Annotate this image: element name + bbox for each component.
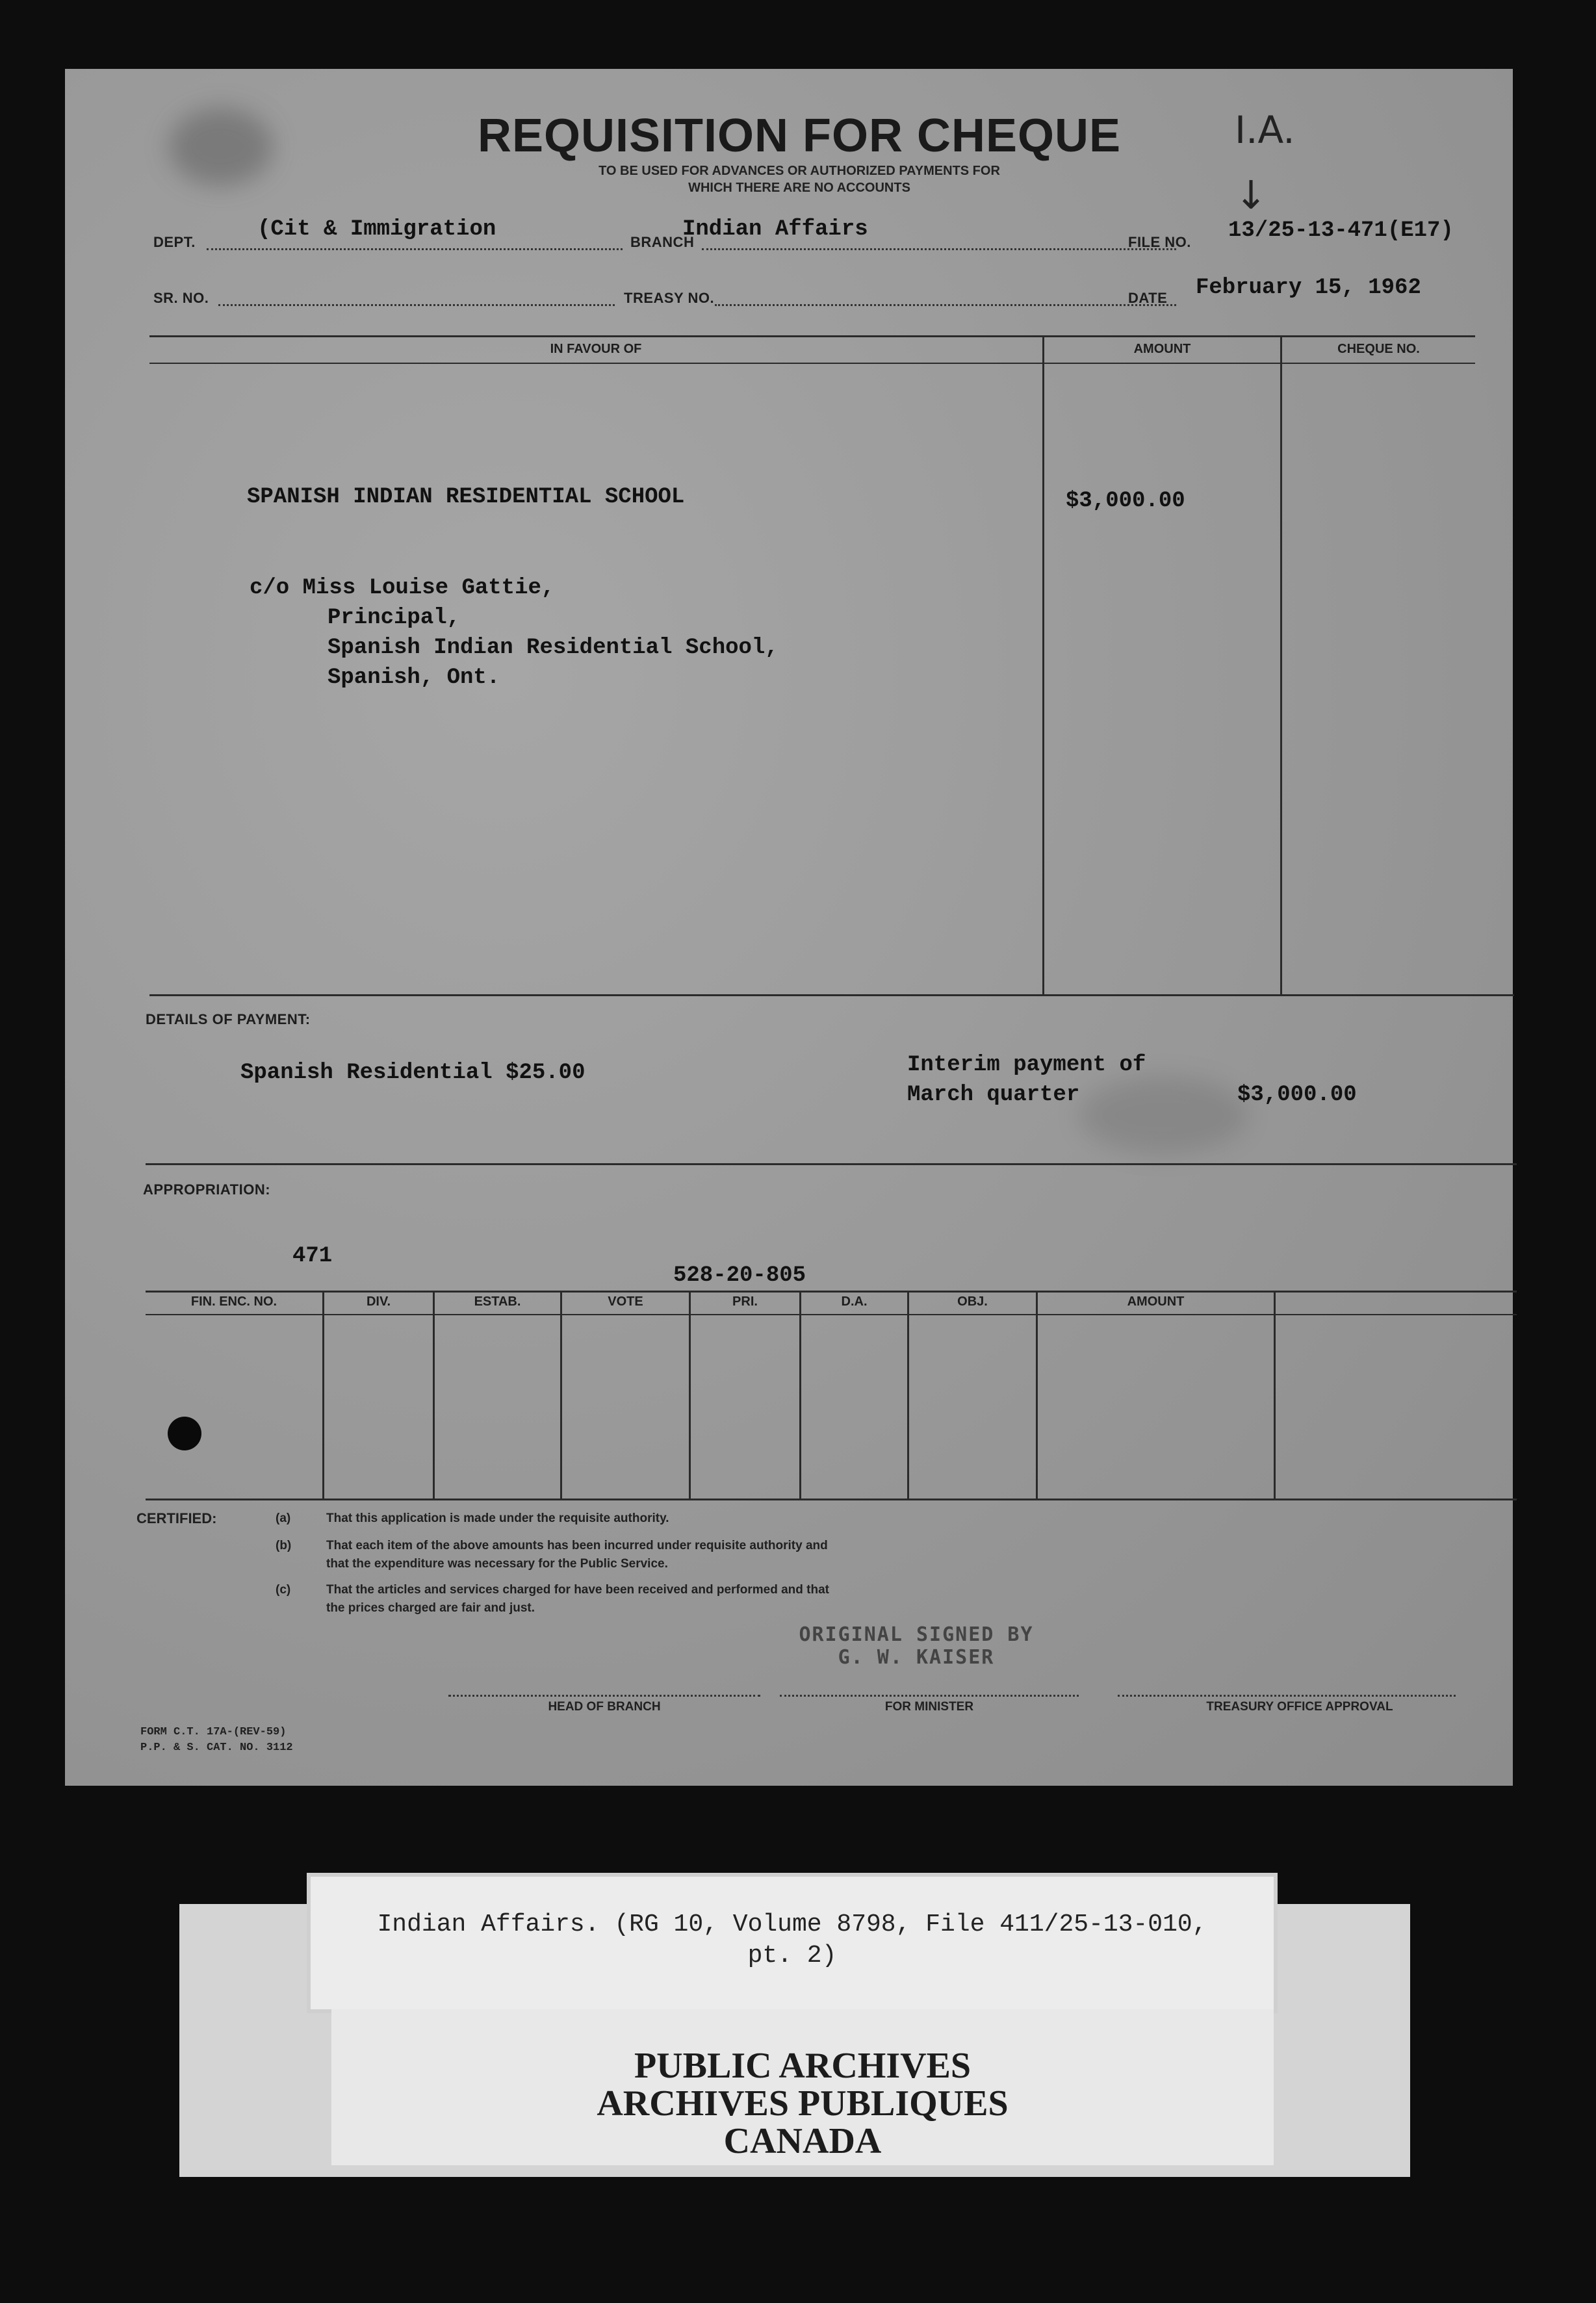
appropriation-col-divider (799, 1291, 801, 1499)
file-no-label: FILE NO. (1128, 234, 1191, 250)
ink-smudge (1079, 1076, 1248, 1154)
table-bottom-rule (149, 994, 1514, 996)
appropriation-col-divider (689, 1291, 691, 1499)
treasury-approval-label: TREASURY OFFICE APPROVAL (1206, 1700, 1393, 1714)
appropriation-table-top (146, 1291, 1517, 1293)
address-line: Spanish Indian Residential School, (328, 636, 779, 660)
archive-reference-line: pt. 2) (747, 1942, 837, 1970)
stamp-line: ORIGINAL SIGNED BY (799, 1623, 1034, 1646)
amount-header: AMOUNT (1133, 342, 1191, 356)
interim-line: Interim payment of (907, 1053, 1146, 1077)
certified-text: the prices charged are fair and just. (326, 1601, 535, 1615)
certified-text: That each item of the above amounts has been incurred under requisite authority and (326, 1539, 828, 1552)
dept-value: (Cit & Immigration (257, 217, 496, 242)
estab-header: ESTAB. (474, 1294, 521, 1309)
handwritten-arrow-icon: ↓ (1235, 173, 1268, 218)
cheque-no-header: CHEQUE NO. (1337, 342, 1420, 356)
ink-smudge (169, 108, 273, 186)
punch-hole (168, 1417, 201, 1450)
archive-name-line: ARCHIVES PUBLIQUES (597, 2083, 1009, 2124)
div-header: DIV. (366, 1294, 391, 1309)
payee-amount: $3,000.00 (1066, 489, 1185, 513)
date-label: DATE (1128, 290, 1168, 306)
sr-no-label: SR. NO. (153, 290, 209, 306)
cheque-column-divider (1280, 335, 1282, 996)
appropriation-col-divider (433, 1291, 435, 1499)
dept-label: DEPT. (153, 234, 196, 250)
treasy-no-label: TREASY NO. (624, 290, 715, 306)
appropriation-col-divider (322, 1291, 324, 1499)
certified-text: That the articles and services charged for have been received and performed and that (326, 1583, 829, 1597)
details-of-payment-label: DETAILS OF PAYMENT: (146, 1011, 311, 1027)
appropriation-code: 528-20-805 (673, 1263, 806, 1288)
requisition-document (65, 69, 1513, 1786)
certified-key: (b) (276, 1539, 292, 1552)
form-id-line: FORM C.T. 17A-(REV-59) (140, 1726, 287, 1738)
certified-key: (a) (276, 1512, 291, 1525)
signature-stamp (793, 1623, 1040, 1669)
handwritten-initials: I.A. (1235, 108, 1295, 152)
head-of-branch-line (448, 1695, 760, 1697)
certified-label: CERTIFIED: (136, 1510, 217, 1526)
details-bottom-rule (146, 1163, 1517, 1165)
table-header-rule (149, 363, 1475, 364)
amount-column-divider (1042, 335, 1044, 996)
payee-name: SPANISH INDIAN RESIDENTIAL SCHOOL (247, 485, 685, 509)
interim-amount: $3,000.00 (1237, 1083, 1357, 1107)
branch-value: Indian Affairs (682, 217, 868, 242)
archive-reference-label (311, 1877, 1274, 2009)
archive-stamp (331, 2009, 1274, 2165)
stamp-line: G. W. KAISER (838, 1646, 995, 1669)
subtitle-line: WHICH THERE ARE NO ACCOUNTS (688, 181, 910, 195)
archive-name-line: CANADA (723, 2121, 882, 2161)
appropriation-table-bottom (146, 1499, 1517, 1500)
treasy-no-field-line (715, 304, 1176, 306)
in-favour-of-header: IN FAVOUR OF (550, 342, 642, 356)
certified-text: that the expenditure was necessary for the Public Service. (326, 1557, 668, 1571)
archive-name-line: PUBLIC ARCHIVES (634, 2046, 972, 2086)
appropriation-code: 471 (292, 1244, 333, 1268)
address-line: Spanish, Ont. (328, 665, 500, 690)
certified-text: That this application is made under the requisite authority. (326, 1512, 669, 1525)
for-minister-line (780, 1695, 1079, 1697)
branch-label: BRANCH (630, 234, 695, 250)
appropriation-col-divider (560, 1291, 562, 1499)
appropriation-label: APPROPRIATION: (143, 1181, 271, 1198)
form-title: REQUISITION FOR CHEQUE (477, 110, 1122, 162)
archive-reference-line: Indian Affairs. (RG 10, Volume 8798, File 411/25-13-010, (377, 1911, 1207, 1938)
form-identifier (140, 1725, 293, 1756)
dept-field-line (207, 248, 623, 250)
treasury-approval-line (1118, 1695, 1456, 1697)
table-top-rule (149, 335, 1475, 337)
certified-key: (c) (276, 1583, 291, 1597)
fin-enc-no-header: FIN. ENC. NO. (190, 1294, 277, 1309)
appropriation-col-divider (1036, 1291, 1038, 1499)
sr-no-field-line (218, 304, 615, 306)
interim-line: March quarter (907, 1083, 1080, 1107)
for-minister-label: FOR MINISTER (884, 1700, 974, 1714)
amount-column-header: AMOUNT (1127, 1294, 1185, 1309)
details-line: Spanish Residential $25.00 (240, 1061, 586, 1085)
address-line: Principal, (328, 606, 461, 630)
address-line: c/o Miss Louise Gattie, (250, 576, 555, 600)
form-subtitle (455, 162, 1144, 196)
da-header: D.A. (841, 1294, 868, 1309)
date-value: February 15, 1962 (1196, 276, 1421, 300)
appropriation-col-divider (907, 1291, 909, 1499)
pri-header: PRI. (732, 1294, 758, 1309)
form-id-line: P.P. & S. CAT. NO. 3112 (140, 1742, 293, 1754)
obj-header: OBJ. (957, 1294, 988, 1309)
subtitle-line: TO BE USED FOR ADVANCES OR AUTHORIZED PAYMENTS FOR (598, 164, 1000, 178)
branch-field-line (702, 248, 1176, 250)
appropriation-col-divider (1274, 1291, 1276, 1499)
file-no-value: 13/25-13-471(E17) (1228, 218, 1454, 243)
vote-header: VOTE (608, 1294, 643, 1309)
appropriation-table-header-rule (146, 1314, 1517, 1315)
head-of-branch-label: HEAD OF BRANCH (548, 1700, 661, 1714)
